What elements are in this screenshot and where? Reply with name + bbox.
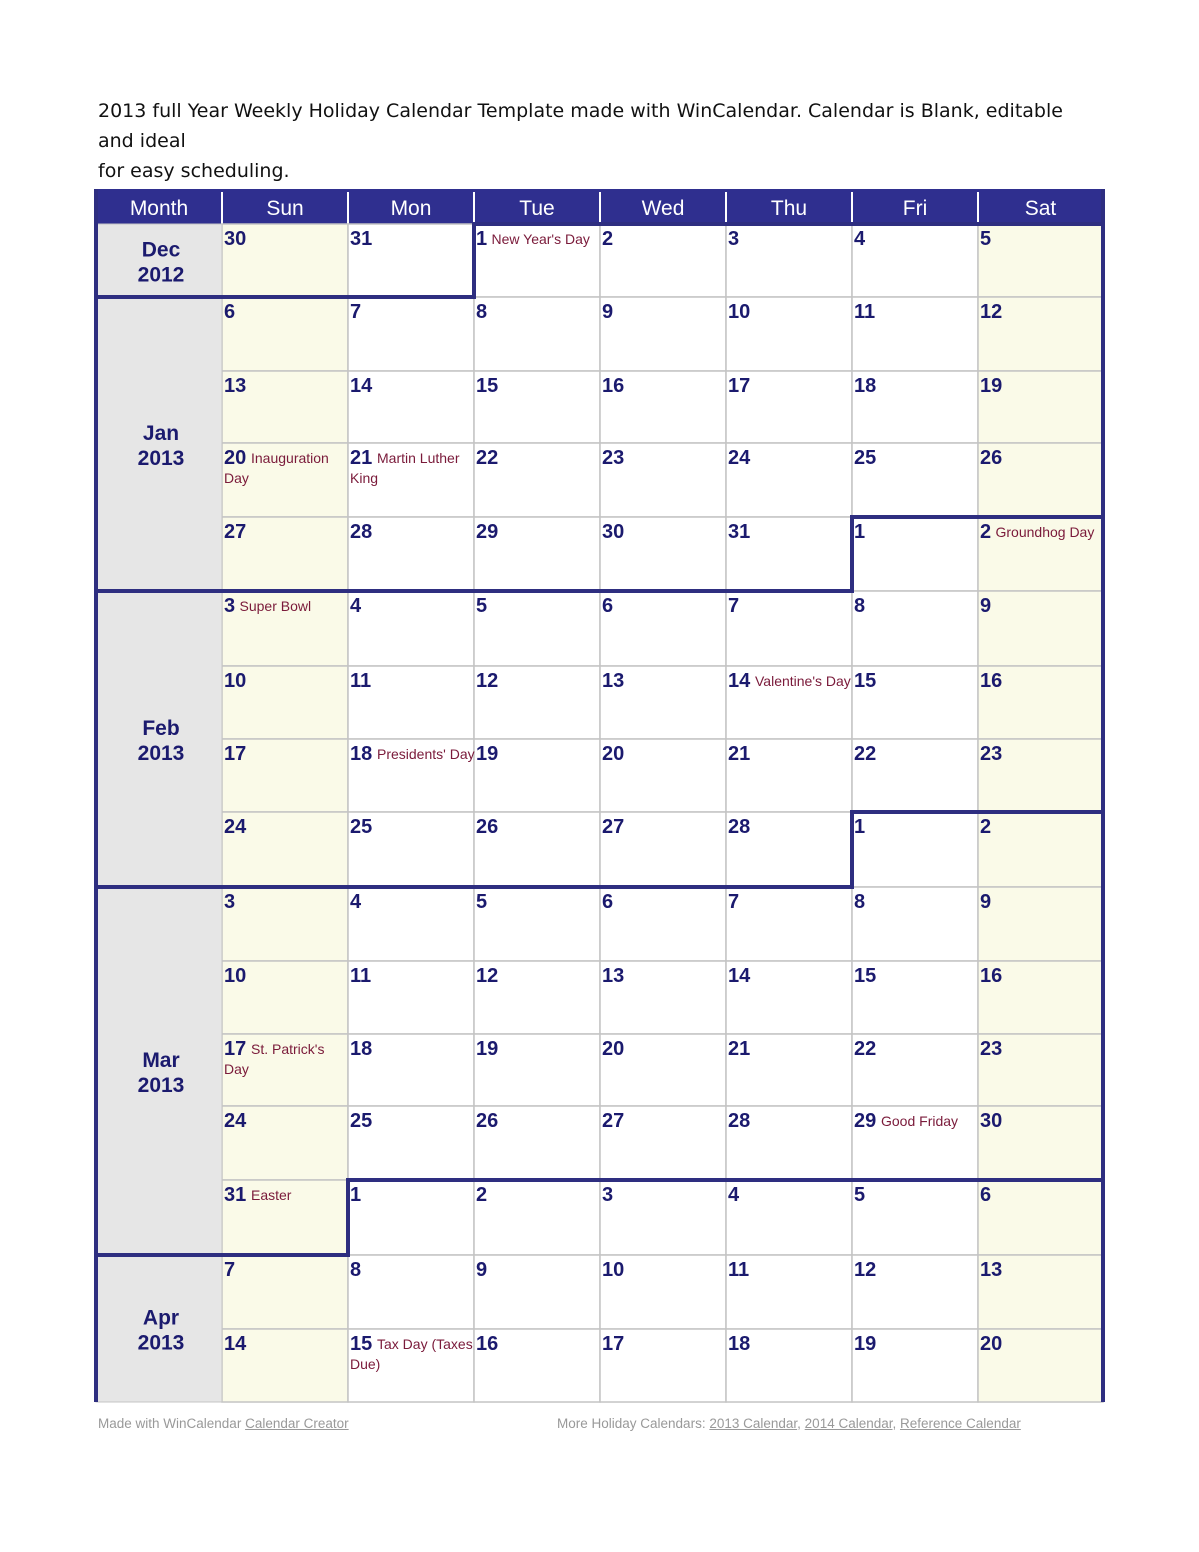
holiday-label: Day	[224, 1061, 249, 1077]
day-number: 7	[728, 595, 740, 617]
day-cell[interactable]	[852, 812, 978, 887]
day-number: 17	[224, 1038, 247, 1060]
day-number: 31	[350, 228, 373, 250]
day-number: 1	[476, 228, 488, 250]
day-number: 5	[980, 228, 992, 250]
footer-separator: ,	[797, 1416, 805, 1431]
day-number: 10	[224, 965, 247, 987]
day-number: 22	[854, 1038, 877, 1060]
day-number: 21	[728, 743, 751, 765]
day-number: 21	[728, 1038, 751, 1060]
day-number: 4	[350, 891, 362, 913]
day-cell[interactable]	[978, 1180, 1103, 1255]
day-number: 10	[602, 1259, 625, 1281]
day-number: 26	[980, 447, 1003, 469]
day-number: 30	[224, 228, 247, 250]
day-number: 23	[602, 447, 625, 469]
day-cell[interactable]	[600, 591, 726, 666]
day-number: 1	[854, 816, 866, 838]
day-number: 7	[224, 1259, 236, 1281]
day-number: 25	[854, 447, 877, 469]
day-number: 16	[476, 1333, 499, 1355]
day-number: 3	[728, 228, 740, 250]
day-number: 29	[476, 521, 499, 543]
day-number: 13	[602, 670, 625, 692]
day-number: 16	[980, 670, 1003, 692]
day-number: 25	[350, 816, 373, 838]
day-number: 18	[350, 743, 373, 765]
day-number: 3	[224, 891, 236, 913]
day-cell[interactable]	[222, 887, 348, 961]
day-number: 6	[980, 1184, 992, 1206]
day-number: 5	[476, 595, 488, 617]
holiday-label: Super Bowl	[239, 598, 312, 614]
day-cell[interactable]	[978, 812, 1103, 887]
day-number: 19	[476, 1038, 499, 1060]
day-number: 16	[602, 375, 625, 397]
day-number: 2	[980, 816, 992, 838]
header-tue: Tue	[519, 197, 555, 220]
day-number: 27	[602, 816, 625, 838]
day-cell[interactable]	[600, 1180, 726, 1255]
day-cell[interactable]	[726, 591, 852, 666]
day-number: 13	[980, 1259, 1003, 1281]
day-number: 15	[854, 965, 877, 987]
holiday-label: Presidents' Day	[377, 746, 475, 762]
day-number: 12	[476, 965, 499, 987]
day-number: 12	[476, 670, 499, 692]
day-number: 10	[728, 301, 751, 323]
day-number: 14	[224, 1333, 247, 1355]
day-number: 17	[602, 1333, 625, 1355]
day-number: 27	[602, 1110, 625, 1132]
day-number: 1	[854, 521, 866, 543]
day-number: 23	[980, 1038, 1003, 1060]
day-number: 31	[728, 521, 751, 543]
day-cell[interactable]	[474, 887, 600, 961]
day-number: 30	[602, 521, 625, 543]
day-number: 2	[602, 228, 614, 250]
day-cell[interactable]	[474, 591, 600, 666]
month-year: 2013	[137, 447, 185, 470]
day-number: 21	[350, 447, 373, 469]
day-number: 18	[728, 1333, 751, 1355]
footer-credit	[98, 1416, 349, 1431]
day-number: 17	[728, 375, 751, 397]
day-number: 9	[980, 891, 992, 913]
day-cell[interactable]	[348, 1255, 474, 1329]
day-cell[interactable]	[348, 591, 474, 666]
day-number: 20	[602, 1038, 625, 1060]
day-number: 18	[854, 375, 877, 397]
day-number: 4	[350, 595, 362, 617]
header-thu: Thu	[770, 197, 808, 220]
day-number: 8	[854, 891, 866, 913]
holiday-label: Good Friday	[881, 1113, 959, 1129]
holiday-label: Day	[224, 470, 249, 486]
day-number: 1	[350, 1184, 362, 1206]
day-number: 5	[476, 891, 488, 913]
day-number: 20	[980, 1333, 1003, 1355]
day-cell[interactable]	[852, 224, 978, 297]
day-number: 29	[854, 1110, 877, 1132]
link-reference-calendar[interactable]: Reference Calendar	[900, 1416, 1021, 1431]
month-year: 2013	[137, 742, 185, 765]
holiday-label: Martin Luther	[377, 450, 460, 466]
day-number: 15	[854, 670, 877, 692]
day-number: 6	[602, 891, 614, 913]
day-cell[interactable]	[600, 297, 726, 371]
day-number: 10	[224, 670, 247, 692]
day-number: 20	[602, 743, 625, 765]
holiday-label: St. Patrick's	[251, 1041, 325, 1057]
month-name: Feb	[142, 717, 180, 740]
day-cell[interactable]	[222, 297, 348, 371]
day-cell[interactable]	[348, 887, 474, 961]
day-number: 7	[350, 301, 362, 323]
day-number: 23	[980, 743, 1003, 765]
day-number: 8	[854, 595, 866, 617]
day-cell[interactable]	[348, 297, 474, 371]
calendar-creator-link[interactable]: Calendar Creator	[245, 1416, 349, 1431]
day-cell[interactable]	[978, 224, 1103, 297]
day-number: 2	[476, 1184, 488, 1206]
day-number: 19	[980, 375, 1003, 397]
day-number: 24	[224, 816, 247, 838]
day-number: 22	[476, 447, 499, 469]
day-number: 25	[350, 1110, 373, 1132]
day-number: 9	[602, 301, 614, 323]
day-cell[interactable]	[348, 1180, 474, 1255]
day-cell[interactable]	[852, 1180, 978, 1255]
day-cell[interactable]	[474, 1255, 600, 1329]
day-number: 8	[476, 301, 488, 323]
holiday-label: New Year's Day	[491, 231, 590, 247]
holiday-label: Easter	[251, 1187, 292, 1203]
holiday-label: Due)	[350, 1356, 381, 1372]
day-number: 22	[854, 743, 877, 765]
month-name: Apr	[142, 1306, 180, 1330]
header-wed: Wed	[641, 197, 685, 220]
footer-more-calendars	[557, 1416, 1021, 1431]
day-number: 11	[350, 670, 372, 692]
header-month: Month	[129, 197, 189, 220]
day-cell[interactable]	[474, 297, 600, 371]
day-cell[interactable]	[852, 591, 978, 666]
day-number: 3	[224, 595, 236, 617]
header-sun: Sun	[266, 197, 304, 220]
month-name: Mar	[142, 1049, 180, 1072]
header-fri: Fri	[902, 197, 928, 220]
day-number: 15	[350, 1333, 373, 1355]
day-number: 3	[602, 1184, 614, 1206]
day-cell[interactable]	[852, 517, 978, 591]
day-number: 4	[728, 1184, 740, 1206]
day-number: 11	[350, 965, 372, 987]
month-name: Dec	[141, 238, 181, 262]
day-number: 4	[854, 228, 866, 250]
day-number: 17	[224, 743, 247, 765]
day-number: 9	[476, 1259, 488, 1281]
footer-credit-text: Made with WinCalendar	[98, 1416, 246, 1431]
day-number: 18	[350, 1038, 373, 1060]
day-cell[interactable]	[222, 1255, 348, 1329]
month-year: 2013	[137, 1074, 185, 1097]
footer-separator: ,	[892, 1416, 901, 1431]
day-cell[interactable]	[600, 887, 726, 961]
day-number: 19	[854, 1333, 877, 1355]
day-cell[interactable]	[726, 1180, 852, 1255]
link-2013-calendar[interactable]: 2013 Calendar	[709, 1416, 798, 1431]
day-number: 27	[224, 521, 247, 543]
holiday-label: Groundhog Day	[995, 524, 1095, 540]
day-number: 5	[854, 1184, 866, 1206]
day-number: 13	[602, 965, 625, 987]
day-cell[interactable]	[474, 1180, 600, 1255]
holiday-label: Tax Day (Taxes	[377, 1336, 473, 1352]
day-number: 14	[350, 375, 373, 397]
day-cell[interactable]	[726, 224, 852, 297]
day-number: 11	[728, 1259, 750, 1281]
intro-line-2: for easy scheduling.	[98, 160, 290, 182]
day-number: 15	[476, 375, 499, 397]
intro-line-1: 2013 full Year Weekly Holiday Calendar Template made with WinCalendar. Calendar is Blank, editable and ideal	[98, 100, 1063, 152]
holiday-label: King	[350, 470, 379, 486]
day-cell[interactable]	[978, 887, 1103, 961]
footer-more-text: More Holiday Calendars:	[557, 1416, 710, 1431]
day-number: 12	[980, 301, 1003, 323]
month-name: Jan	[142, 422, 180, 445]
day-number: 8	[350, 1259, 362, 1281]
day-number: 19	[476, 743, 499, 765]
header-mon: Mon	[390, 197, 432, 220]
day-number: 28	[728, 816, 751, 838]
day-number: 9	[980, 595, 992, 617]
day-number: 20	[224, 447, 247, 469]
month-year: 2012	[137, 263, 185, 287]
day-number: 28	[350, 521, 373, 543]
day-cell[interactable]	[852, 887, 978, 961]
link-2014-calendar[interactable]: 2014 Calendar	[804, 1416, 893, 1431]
day-number: 7	[728, 891, 740, 913]
day-number: 30	[980, 1110, 1003, 1132]
holiday-label: Inauguration	[251, 450, 329, 466]
day-number: 24	[728, 447, 751, 469]
day-number: 28	[728, 1110, 751, 1132]
day-cell[interactable]	[726, 887, 852, 961]
day-number: 26	[476, 816, 499, 838]
day-number: 26	[476, 1110, 499, 1132]
day-number: 24	[224, 1110, 247, 1132]
day-number: 14	[728, 670, 751, 692]
day-number: 2	[980, 521, 992, 543]
day-number: 12	[854, 1259, 877, 1281]
day-number: 14	[728, 965, 751, 987]
day-cell[interactable]	[978, 591, 1103, 666]
day-number: 6	[602, 595, 614, 617]
day-number: 11	[854, 301, 876, 323]
holiday-label: Valentine's Day	[755, 673, 851, 689]
day-cell[interactable]	[600, 224, 726, 297]
month-year: 2013	[137, 1331, 185, 1355]
day-number: 13	[224, 375, 247, 397]
day-number: 6	[224, 301, 236, 323]
day-number: 16	[980, 965, 1003, 987]
day-number: 31	[224, 1184, 247, 1206]
header-sat: Sat	[1024, 197, 1057, 220]
